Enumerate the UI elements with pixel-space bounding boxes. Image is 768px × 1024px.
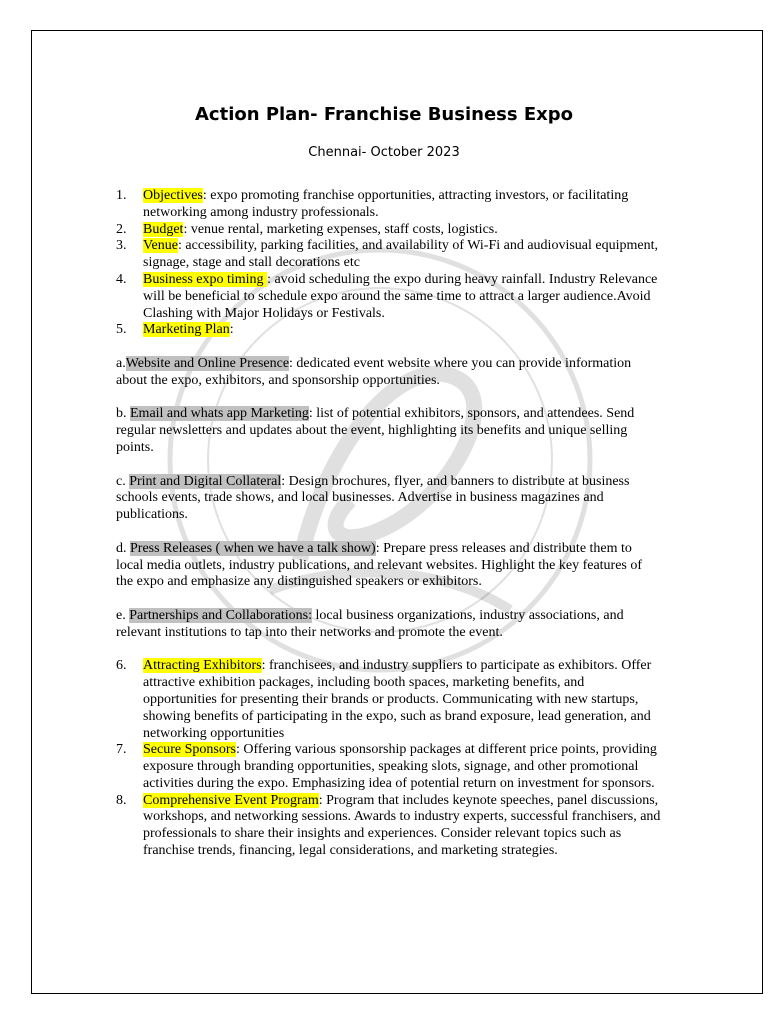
spacer [116,591,661,608]
marketing-label: Press Releases ( when we have a talk show) [130,540,376,556]
item-number: 5. [116,322,127,338]
document-title: Action Plan- Franchise Business Expo [195,104,573,125]
item-label: Comprehensive Event Program [143,792,319,808]
marketing-text: : Prepare press releases and distribute them to local media outlets, industry publications, and relevant websites. Highlight the key features of the expo and emphasize any distinguished speakers or exhibitors. [116,540,643,590]
marketing-paragraph [116,474,661,524]
list-item [116,658,661,742]
list-item [116,793,661,860]
item-text: : Program that includes keynote speeches, panel discussions, workshops, and networking sessions. Awards to industry experts, successful franchisers, and professionals to share their insights and experiences. Consider relevant topics such as franchise trends, financing, legal considerations, and marketing strategies. [143,792,661,859]
spacer [116,524,661,541]
document-subtitle: Chennai- October 2023 [308,145,460,160]
list-item [116,322,661,339]
spacer [116,390,661,407]
marketing-prefix: c. [116,473,130,489]
marketing-text: : list of potential exhibitors, sponsors, and attendees. Send regular newsletters and updates about the event, highlighting its benefits and unique selling points. [116,406,635,455]
list-item [116,222,661,239]
marketing-paragraph [116,541,661,591]
item-label: Budget [143,221,184,237]
item-label: Objectives [143,188,203,203]
marketing-prefix: e. [116,607,130,623]
marketing-paragraph [116,406,661,456]
item-number: 3. [116,238,127,254]
marketing-prefix: a. [116,355,126,371]
item-text: : avoid scheduling the expo during heavy rainfall. Industry Relevance will be beneficial to schedule expo around the same time to attract a larger audience.Avoid Clashing with Major Holidays or Festivals. [143,271,658,321]
item-text: : franchisees, and industry suppliers to participate as exhibitors. Offer attractive exhibition packages, including booth spaces, marketing benefits, and opportunities for presenting their brands or products. Communicating with new startups, showing benefits of participating in the expo, such as brand exposure, lead generation, and networking opportunities [143,658,652,741]
spacer [116,642,661,659]
item-label: Marketing Plan [143,322,230,338]
item-text: : [229,322,234,338]
item-number: 7. [116,742,127,758]
item-text: : accessibility, parking facilities, and availability of Wi-Fi and audiovisual equipment, signage, stage and stall decorations etc [143,238,658,271]
marketing-prefix: b. [116,406,130,422]
item-number: 6. [116,658,127,674]
marketing-label: Print and Digital Collateral [129,473,282,489]
marketing-text: : dedicated event website where you can provide information about the expo, exhibitors, and sponsorship opportunities. [116,355,632,388]
item-label: Secure Sponsors [143,742,236,758]
spacer [116,457,661,474]
item-label: Venue [143,238,178,254]
list-item [116,238,661,272]
item-number: 8. [116,792,127,808]
marketing-prefix: d. [116,540,130,556]
marketing-label: Email and whats app Marketing [130,406,309,422]
item-label: Attracting Exhibitors [143,658,262,674]
marketing-text: local business organizations, industry associations, and relevant institutions to tap into their networks and promote the event. [116,607,624,640]
item-text: : Offering various sponsorship packages at different price points, providing exposure through branding opportunities, speaking slots, signage, and other promotional activities during the expo. Emphasizing idea of potential return on investment for sponsors. [143,742,657,791]
item-number: 1. [116,188,127,203]
marketing-paragraph [116,608,661,642]
item-number: 4. [116,271,127,287]
item-text: : venue rental, marketing expenses, staff costs, logistics. [183,221,498,237]
marketing-text: : Design brochures, flyer, and banners to distribute at business schools events, trade shows, and local businesses. Advertise in business magazines and publications. [116,473,630,523]
spacer [116,339,661,356]
marketing-paragraph [116,356,661,390]
marketing-label: Partnerships and Collaborations: [129,607,312,623]
list-item [116,272,661,322]
item-text: : expo promoting franchise opportunities, attracting investors, or facilitating networking among industry professionals. [143,188,629,220]
item-number: 2. [116,221,127,237]
list-item [116,188,661,222]
item-label: Business expo timing [143,271,268,287]
document-body [116,188,661,860]
list-item [116,742,661,792]
marketing-label: Website and Online Presence [125,355,290,371]
